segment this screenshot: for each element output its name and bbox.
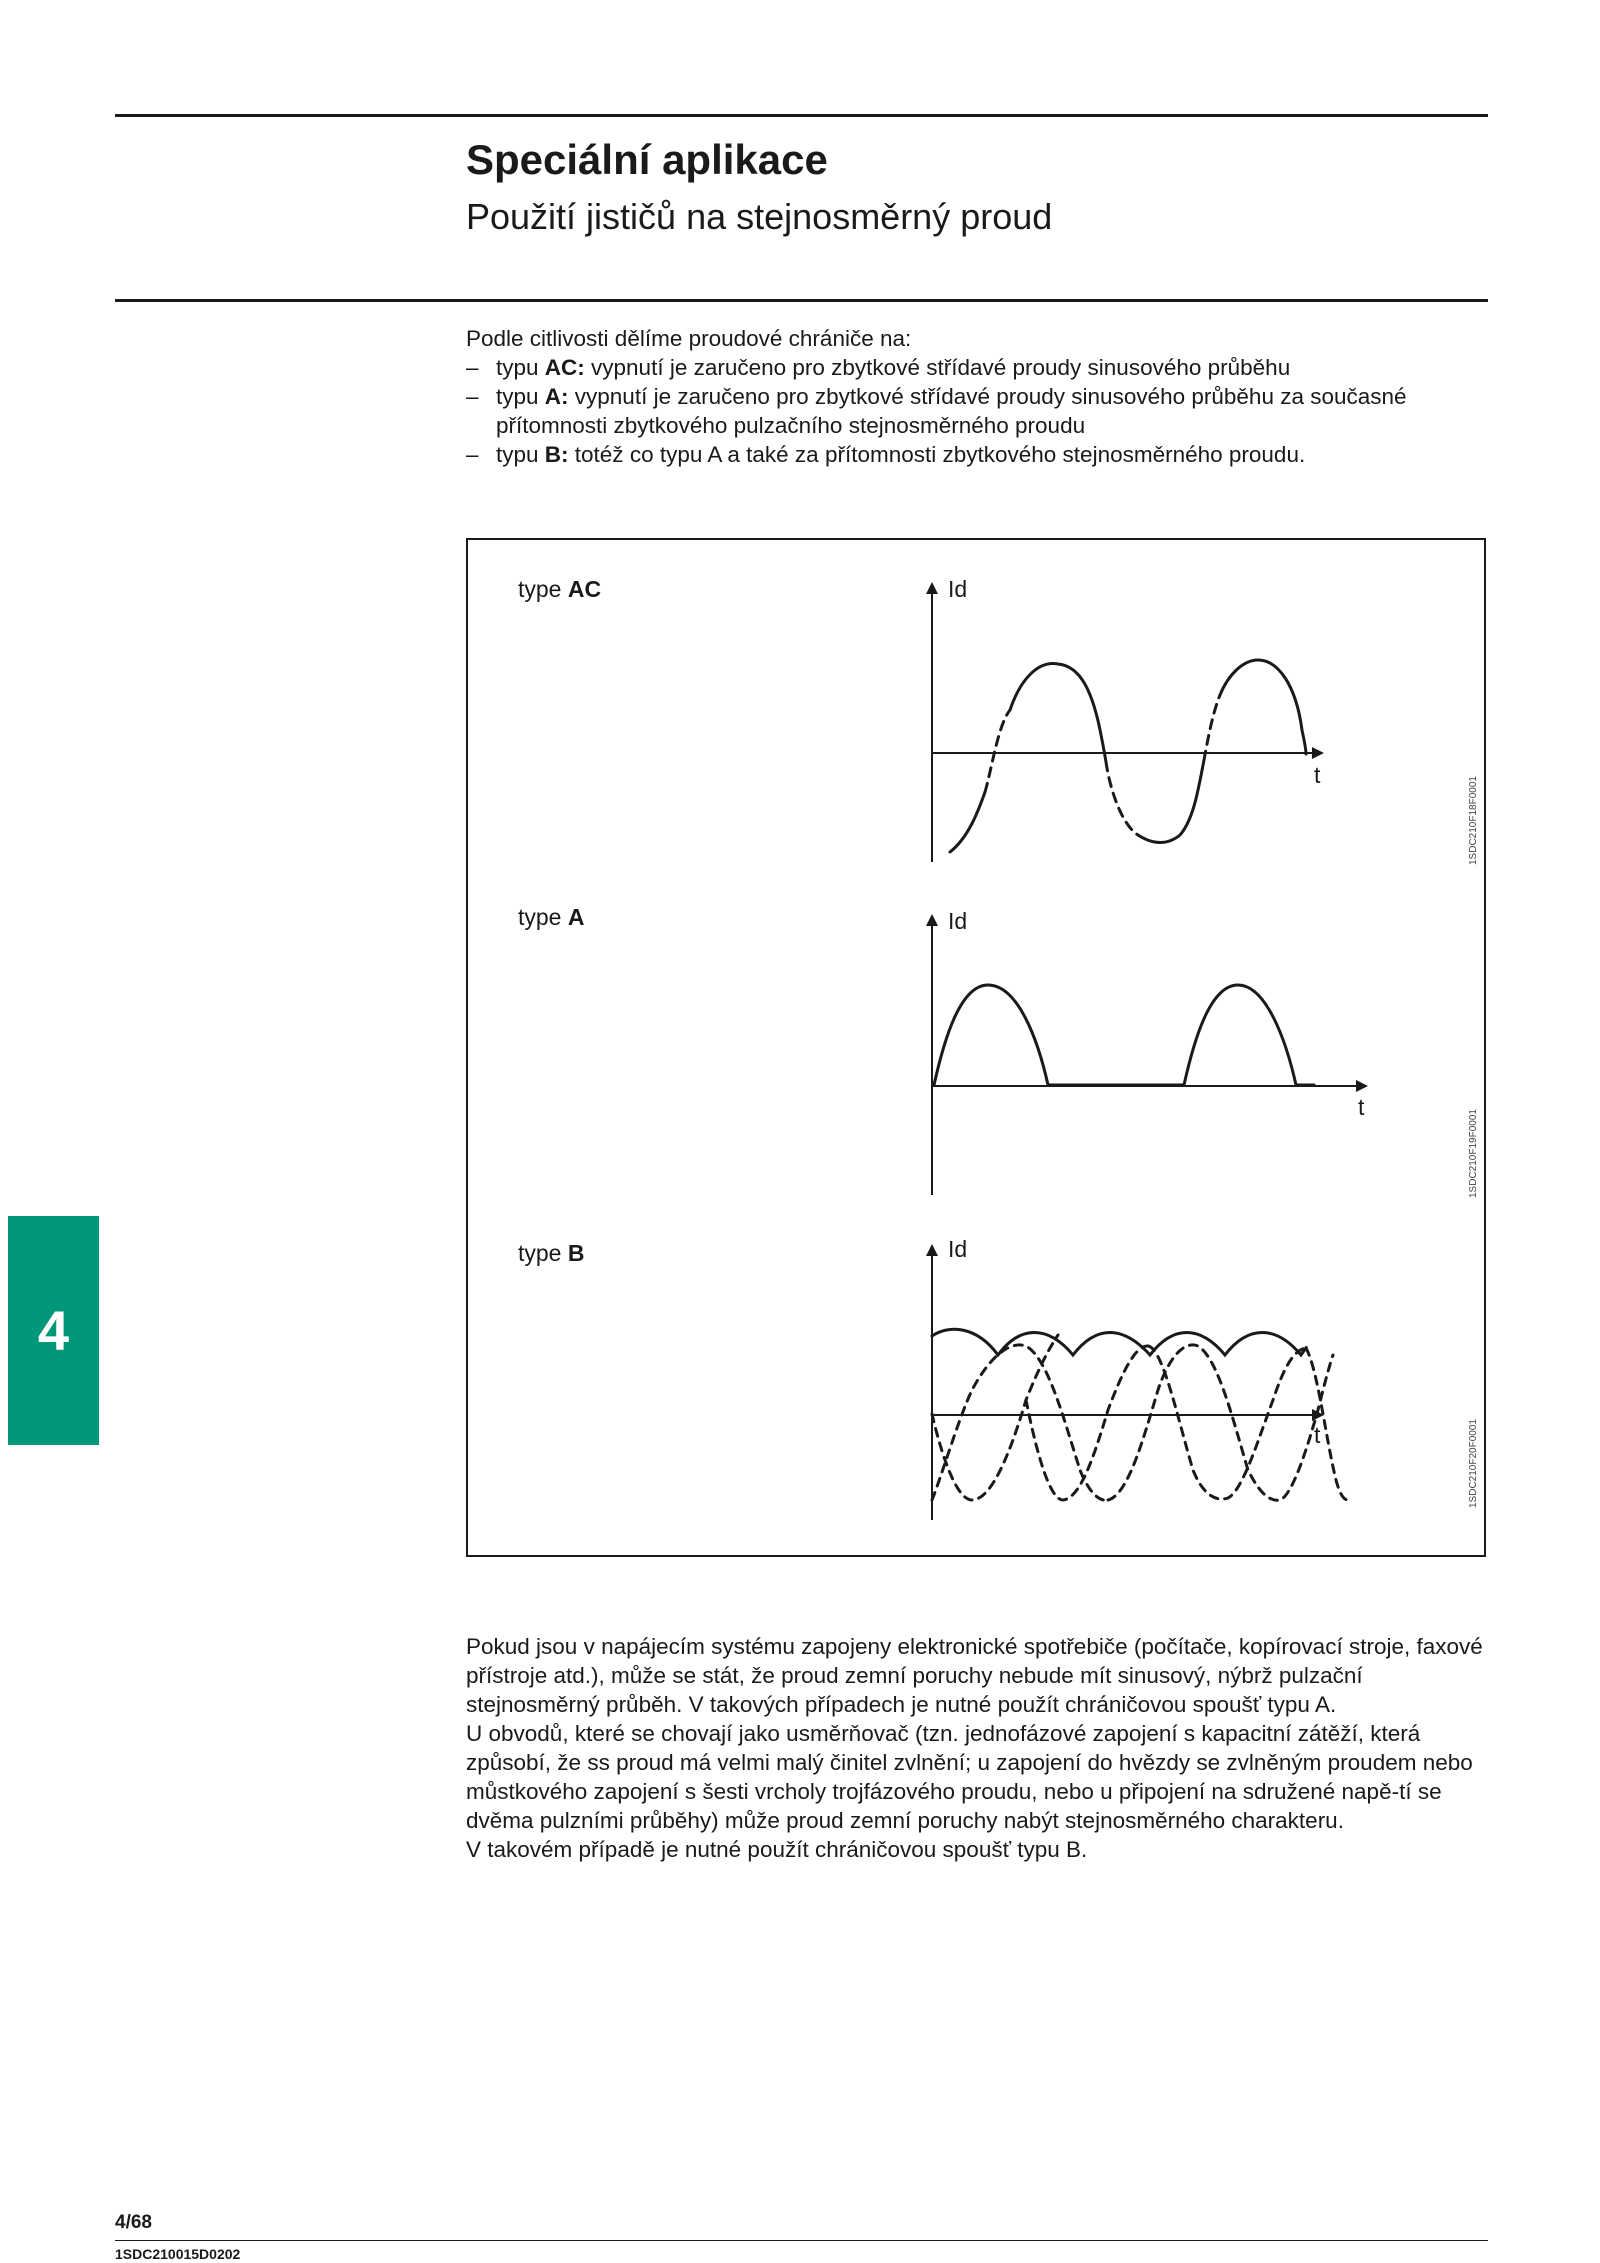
list-item-type-code: AC: xyxy=(544,355,585,380)
ac-figure-code: 1SDC210F18F0001 xyxy=(1468,776,1479,865)
intro-lead: Podle citlivosti dělíme proudové chrániče na: xyxy=(466,326,912,351)
list-item-text: vypnutí je zaručeno pro zbytkové střídavé proudy sinusového průběhu za současné přítomnosti zbytkového pulzačního stejnosměrného proudu xyxy=(496,384,1407,438)
b-id-label: Id xyxy=(948,1236,968,1262)
a-pulse-1 xyxy=(934,985,1048,1085)
body-paragraph: V takovém případě je nutné použít chráničovou spoušť typu B. xyxy=(466,1837,1088,1862)
ac-id-label: Id xyxy=(948,576,968,602)
list-dash: – xyxy=(466,384,479,409)
list-item-text: vypnutí je zaručeno pro zbytkové střídavé proudy sinusového průběhu xyxy=(584,355,1291,380)
list-item-text: totéž co typu A a také za přítomnosti zbytkového stejnosměrného proudu. xyxy=(568,442,1306,467)
type-code: AC xyxy=(567,576,602,602)
list-item-type-b xyxy=(466,440,1496,469)
type-code: A xyxy=(567,904,585,930)
body-paragraph: Pokud jsou v napájecím systému zapojeny elektronické spotřebiče (počítače, kopírovací stroje, faxové přístroje atd.), může se stát, že proud zemní poruchy nebude mít sinusový, nýbrž pulzační stejnosměrný průběh. V takových případech je nutné použít chráničovou spoušť typu A. xyxy=(466,1634,1483,1717)
ac-wave-solid-2 xyxy=(1010,663,1106,762)
body-section xyxy=(466,1632,1496,1864)
b-ripple-solid xyxy=(932,1329,1306,1355)
page-subtitle: Použití jističů na stejnosměrný proud xyxy=(466,196,1053,237)
a-id-label: Id xyxy=(948,908,968,934)
footer-rule xyxy=(115,2240,1488,2241)
intro-section xyxy=(466,324,1496,469)
ac-t-label: t xyxy=(1314,762,1321,788)
page-number: 4/68 xyxy=(115,2212,152,2233)
waveform-figure xyxy=(466,538,1486,1557)
list-dash: – xyxy=(466,355,479,380)
type-word: type xyxy=(518,576,562,602)
ac-wave-solid-3 xyxy=(1138,760,1204,843)
ac-wave-solid-4 xyxy=(1220,660,1306,754)
rcd-type-list xyxy=(466,353,1496,469)
a-pulse-2 xyxy=(1184,985,1296,1085)
ac-wave-dashed-1 xyxy=(985,710,1010,792)
b-phase-dashed-2 xyxy=(932,1345,1108,1500)
type-word: type xyxy=(518,1240,562,1266)
b-phase-dashed-3 xyxy=(1108,1345,1333,1500)
a-figure-code: 1SDC210F19F0001 xyxy=(1468,1109,1479,1198)
header-bottom-rule xyxy=(115,299,1488,302)
a-t-label: t xyxy=(1358,1094,1365,1120)
list-item-type-a xyxy=(466,382,1496,440)
b-phase-dashed-5 xyxy=(1148,1346,1306,1499)
header-top-rule xyxy=(115,114,1488,117)
list-item-type-code: B: xyxy=(544,442,569,467)
list-item-prefix: typu xyxy=(496,442,545,467)
ac-wave-solid-1 xyxy=(950,792,985,852)
ac-wave-dashed-3 xyxy=(1204,695,1220,760)
page-title: Speciální aplikace xyxy=(466,136,828,183)
panel-type-b-label xyxy=(518,1240,585,1267)
list-item-type-ac xyxy=(466,353,1496,382)
panel-type-ac-label xyxy=(518,576,601,603)
list-dash: – xyxy=(466,442,479,467)
body-paragraph: U obvodů, které se chovají jako usměrňovač (tzn. jednofázové zapojení s kapacitní zátěží, která způsobí, že ss proud má velmi malý činitel zvlnění; u zapojení do hvězdy se zvlněným proudem nebo můstkového zapojení s šesti vrcholy trojfázového proudu, nebo u připojení na sdružené napě-tí se dvěma pulzními průběhy) může proud zemní poruchy nabýt stejnosměrného charakteru. xyxy=(466,1721,1473,1833)
waveform-diagram xyxy=(468,540,1488,1559)
ac-wave-dashed-2 xyxy=(1106,762,1138,835)
document-code: 1SDC210015D0202 xyxy=(115,2246,241,2262)
panel-type-a-label xyxy=(518,904,585,931)
chapter-tab: 4 xyxy=(8,1216,99,1445)
b-t-label: t xyxy=(1314,1422,1321,1448)
list-item-type-code: A: xyxy=(544,384,569,409)
list-item-prefix: typu xyxy=(496,355,545,380)
list-item-prefix: typu xyxy=(496,384,545,409)
type-word: type xyxy=(518,904,562,930)
type-code: B xyxy=(567,1240,585,1266)
b-figure-code: 1SDC210F20F0001 xyxy=(1468,1419,1479,1508)
